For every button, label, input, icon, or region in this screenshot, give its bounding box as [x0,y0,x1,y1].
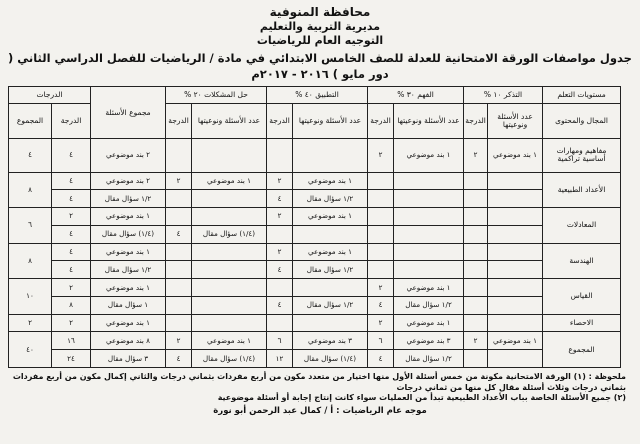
understand-header: الفهم ٣٠ % [368,87,464,104]
table-row [9,314,621,332]
recall-grade-cell [464,261,488,279]
problems-grade-header: الدرجة [166,104,192,139]
understand-q-cell: ١/٢ سؤال مقال [394,350,464,368]
understand-q-header: عدد الأسئلة ونوعيتها [394,104,464,139]
apply-grade-cell [267,225,293,243]
apply-q-cell [293,314,368,332]
problems-grade-cell: ٤ [166,350,192,368]
grade-cell: ٢ [52,279,91,297]
problems-q-cell [192,261,267,279]
problems-q-header: عدد الأسئلة ونوعيتها [192,104,267,139]
understand-q-cell [394,243,464,261]
understand-grade-cell: ٢ [368,139,394,173]
understand-grade-cell [368,225,394,243]
apply-q-cell: ١ بند موضوعي [293,172,368,190]
problems-q-cell: (١/٤) سؤال مقال [192,225,267,243]
recall-grade-header: الدرجة [464,104,488,139]
understand-grade-cell: ٢ [368,314,394,332]
total-q-cell: ٨ بند موضوعي [91,332,166,350]
sum-cell: ٦ [9,208,52,244]
recall-grade-cell [464,225,488,243]
understand-grade-cell [368,243,394,261]
understand-q-cell: ١ بند موضوعي [394,314,464,332]
domain-cell: المعادلات [543,208,621,244]
total-q-cell: (١/٤) سؤال مقال [91,225,166,243]
domain-cell: مفاهيم ومهارات أساسية تراكمية [543,139,621,173]
recall-q-cell [488,190,543,208]
apply-grade-cell: ٤ [267,190,293,208]
apply-q-cell: ٣ بند موضوعي [293,332,368,350]
specification-table [8,86,621,368]
problems-grade-cell [166,243,192,261]
problems-q-cell [192,279,267,297]
apply-q-cell: ١ بند موضوعي [293,208,368,226]
recall-grade-cell [464,208,488,226]
table-row [9,279,621,297]
sum-cell: ١٠ [9,279,52,315]
total-q-cell: ١/٢ سؤال مقال [91,261,166,279]
recall-q-cell [488,172,543,190]
grade-cell: ٤ [52,243,91,261]
apply-q-cell: ١/٢ سؤال مقال [293,190,368,208]
sum-cell: ٨ [9,172,52,208]
signature: موجه عام الرياضيات : أ / كمال عبد الرحمن أبو نورة [213,405,427,416]
understand-q-cell [394,190,464,208]
problems-q-cell [192,208,267,226]
recall-grade-cell [464,279,488,297]
apply-header: التطبيق ٤٠ % [267,87,368,104]
understand-grade-cell [368,208,394,226]
table-row [9,243,621,261]
problems-q-cell: ١ بند موضوعي [192,332,267,350]
understand-q-cell: ٣ بند موضوعي [394,332,464,350]
apply-q-cell [293,279,368,297]
levels-header: مستويات التعلم [543,87,621,104]
problems-grade-cell [166,261,192,279]
total-label-cell: المجموع [543,332,621,368]
understand-grade-cell: ٤ [368,350,394,368]
apply-q-cell: (١/٤) سؤال مقال [293,350,368,368]
apply-grade-cell: ٢ [267,243,293,261]
grade-cell: ١٦ [52,332,91,350]
total-q-cell: ١ بند موضوعي [91,208,166,226]
recall-q-cell [488,350,543,368]
grades-header: الدرجات [9,87,91,104]
table-row [9,208,621,226]
recall-grade-cell [464,350,488,368]
apply-grade-cell [267,314,293,332]
problems-grade-cell [166,208,192,226]
apply-grade-cell: ٢ [267,172,293,190]
understand-grade-cell: ٢ [368,279,394,297]
sum-cell: ٨ [9,243,52,279]
apply-grade-cell [267,279,293,297]
understand-q-cell [394,261,464,279]
recall-grade-cell [464,172,488,190]
recall-q-cell [488,296,543,314]
apply-q-header: عدد الأسئلة ونوعيتها [293,104,368,139]
recall-q-cell [488,261,543,279]
understand-grade-cell [368,261,394,279]
recall-q-cell [488,225,543,243]
apply-q-cell: ١/٢ سؤال مقال [293,261,368,279]
domain-cell: الهندسة [543,243,621,279]
problems-grade-cell [166,314,192,332]
problems-grade-cell [166,296,192,314]
problems-grade-cell: ٢ [166,332,192,350]
total-q-cell: ١/٢ سؤال مقال [91,190,166,208]
note-2: (٢) جميع الأسئلة الخاصة بباب الأعداد الطبيعية تبدأ من العمليات سواء كانت إنتاج إجابة أو أسئلة موضوعية [217,393,626,402]
problems-q-cell [192,243,267,261]
domain-cell: الاحصاء [543,314,621,332]
recall-grade-cell [464,314,488,332]
recall-q-header: عدد الأسئلة ونوعيتها [488,104,543,139]
table-row [9,261,621,279]
apply-q-cell: ١/٢ سؤال مقال [293,296,368,314]
grade-cell: ٤ [52,261,91,279]
total-q-cell: ١ بند موضوعي [91,279,166,297]
grade-cell: ٨ [52,296,91,314]
apply-grade-cell: ٤ [267,296,293,314]
total-q-cell: ٢ بند موضوعي [91,139,166,173]
governorate-title: محافظة المنوفية [269,5,371,19]
apply-q-cell [293,225,368,243]
problems-q-cell [192,314,267,332]
understand-q-cell: ١ بند موضوعي [394,279,464,297]
total-row [9,350,621,368]
total-questions-header: مجموع الأسئلة [91,87,166,139]
apply-grade-cell: ٦ [267,332,293,350]
note-1b: بثماني درجات وثلاث أسئلة مقال كل منها من ثماني درجات [396,382,626,392]
total-q-cell: ١ بند موضوعي [91,314,166,332]
total-q-cell: ١ سؤال مقال [91,296,166,314]
understand-grade-cell [368,172,394,190]
note-1a: ملحوظة : (١) الورقة الامتحانية مكونة من خمس أسئلة الأول منها اختيار من متعدد مكون من أربع مفردات بثماني درجات والثاني إكمال مكون من أربع مفردات [12,372,626,381]
problems-q-cell [192,296,267,314]
grade-cell: ٤ [52,190,91,208]
problems-grade-cell: ٤ [166,225,192,243]
problems-q-cell: (١/٤) سؤال مقال [192,350,267,368]
apply-grade-cell [267,139,293,173]
problems-grade-cell [166,279,192,297]
document-title: جدول مواصفات الورقة الامتحانية للعدلة للصف الخامس الابتدائي في مادة / الرياضيات للفصل الدراسي الثاني ( دور مايو ) ٢٠١٦ - ٢٠١٧م [8,51,632,81]
recall-grade-cell: ٢ [464,139,488,173]
page-header [0,5,640,82]
recall-grade-cell: ٢ [464,332,488,350]
header-row-levels [9,87,621,104]
recall-grade-cell [464,190,488,208]
domain-cell: القياس [543,279,621,315]
sum-cell: ٢ [9,314,52,332]
problems-header: حل المشكلات ٢٠ % [166,87,267,104]
grade-cell: ٢ [52,314,91,332]
domain-header: المجال والمحتوى [543,104,621,139]
apply-grade-cell: ٢ [267,208,293,226]
understand-q-cell: ١ بند موضوعي [394,139,464,173]
problems-grade-cell [166,139,192,173]
understand-q-cell: ١/٢ سؤال مقال [394,296,464,314]
understand-q-cell [394,225,464,243]
understand-grade-cell: ٦ [368,332,394,350]
grade-cell: ٤ [52,139,91,173]
problems-grade-cell: ٢ [166,172,192,190]
recall-q-cell [488,208,543,226]
guidance-title: التوجيه العام للرياضيات [256,34,384,47]
table-row [9,225,621,243]
understand-grade-cell: ٤ [368,296,394,314]
recall-header: التذكر ١٠ % [464,87,543,104]
total-q-cell: ٢ بند موضوعي [91,172,166,190]
grade-cell: ٢ [52,208,91,226]
recall-q-cell [488,314,543,332]
apply-q-cell: ١ بند موضوعي [293,243,368,261]
total-q-cell: ١ بند موضوعي [91,243,166,261]
recall-grade-cell [464,296,488,314]
apply-grade-cell: ٤ [267,261,293,279]
problems-q-cell [192,139,267,173]
understand-q-cell [394,172,464,190]
recall-q-cell: ١ بند موضوعي [488,332,543,350]
table-row [9,172,621,190]
domain-cell: الأعداد الطبيعية [543,172,621,208]
notes-section [14,372,626,416]
sum-cell: ٤ [9,139,52,173]
understand-q-cell [394,208,464,226]
recall-q-cell: ١ بند موضوعي [488,139,543,173]
sum-cell: ٤٠ [9,332,52,368]
grade-cell: ٤ [52,172,91,190]
table-row [9,296,621,314]
understand-grade-cell [368,190,394,208]
total-row [9,332,621,350]
recall-q-cell [488,243,543,261]
problems-grade-cell [166,190,192,208]
problems-q-cell [192,190,267,208]
apply-grade-cell: ١٢ [267,350,293,368]
understand-grade-header: الدرجة [368,104,394,139]
sum-header: المجموع [9,104,52,139]
table-row [9,190,621,208]
recall-grade-cell [464,243,488,261]
problems-q-cell: ١ بند موضوعي [192,172,267,190]
table-row [9,139,621,173]
grade-cell: ٢٤ [52,350,91,368]
apply-q-cell [293,139,368,173]
recall-q-cell [488,279,543,297]
directorate-title: مديرية التربية والتعليم [259,20,381,33]
total-q-cell: ٣ سؤال مقال [91,350,166,368]
apply-grade-header: الدرجة [267,104,293,139]
grade-cell: ٤ [52,225,91,243]
grade-header: الدرجة [52,104,91,139]
